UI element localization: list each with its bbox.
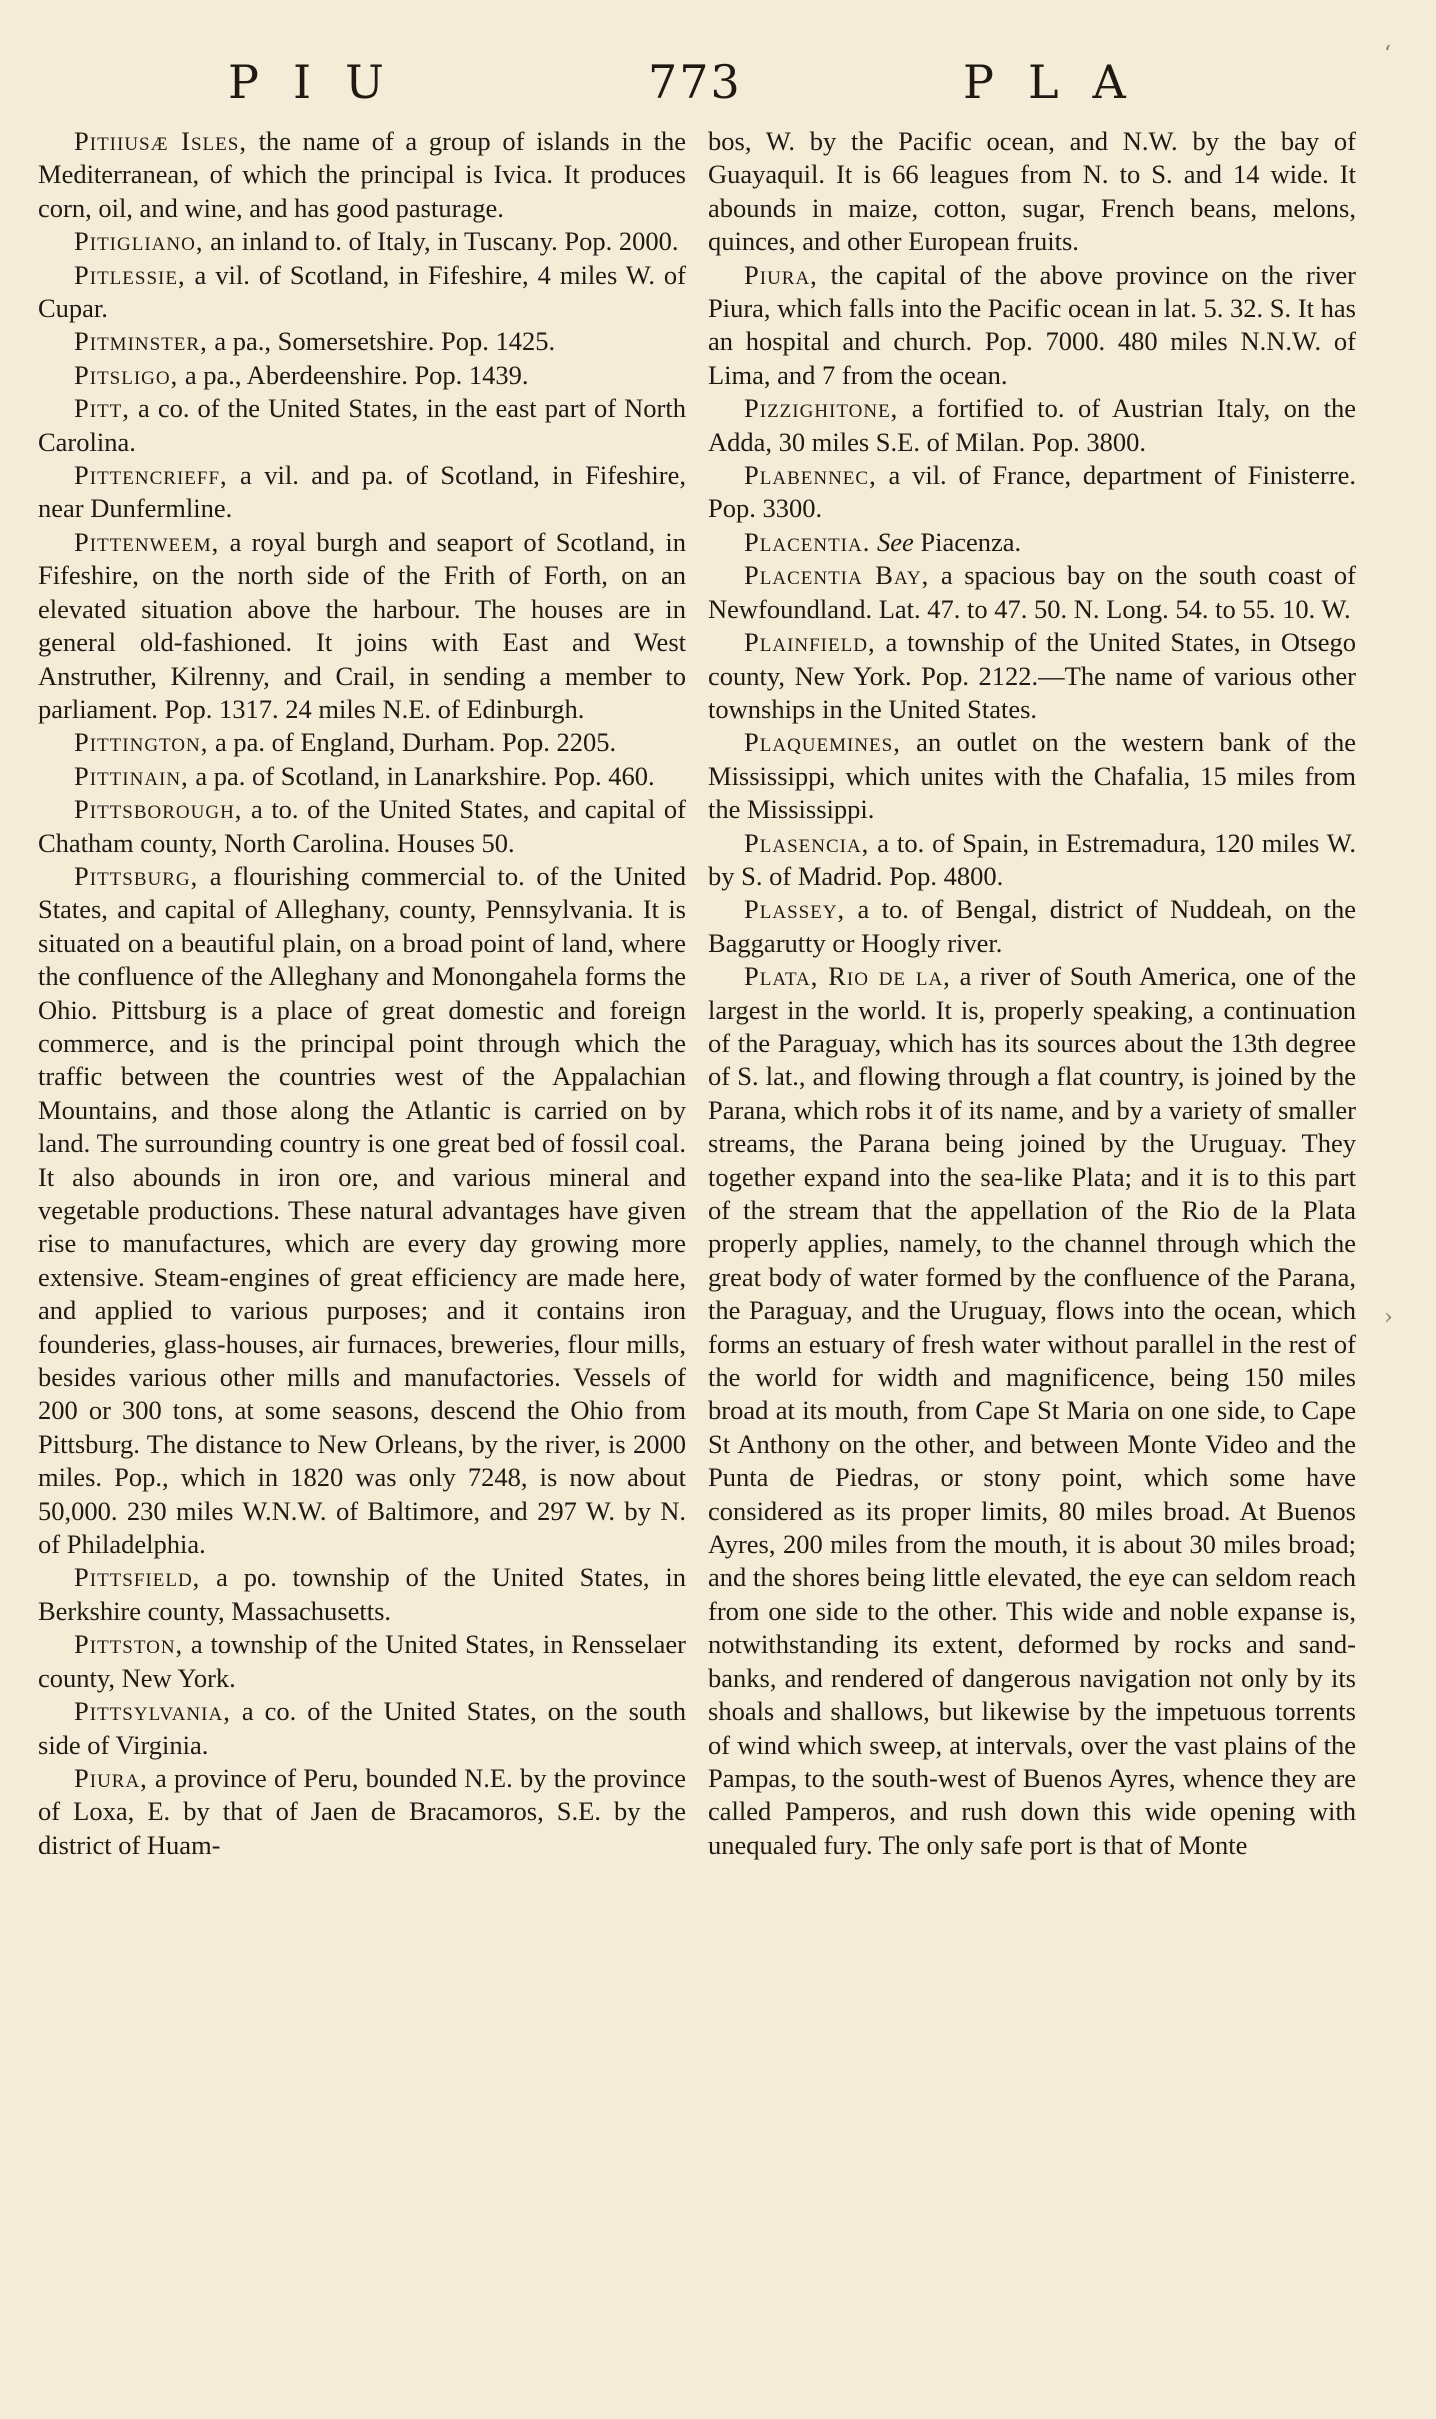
entry-text: a to. of Bengal, district of Nuddeah, on the Baggarutty or Hoogly river. [708,894,1356,958]
entry-text: a vil. and pa. of Scotland, in Fifeshire, near Dunfermline. [38,460,686,524]
gazetteer-entry [708,960,1356,1862]
entry-headword: Pitigliano, [74,226,204,257]
entry-text: a flourishing commercial to. of the United States, and capital of Alleghany, county, Pennsylvania. It is situated on a beautiful plain, on a broad point of land, where the confluence of the Alleghany and Monongahela forms the Ohio. Pittsburg is a place of great domestic and foreign commerce, and is the principal point through which the traffic between the countries west of the Appalachian Mountains, and those along the Atlantic is carried on by land. The surrounding country is one great bed of fossil coal. It also abounds in iron ore, and various mineral and vegetable productions. These natural advantages have given rise to manufactures, which are every day growing more extensive. Steam-engines of great efficiency are made here, and applied to various purposes; and it contains iron founderies, glass-houses, air furnaces, breweries, flour mills, besides various other mills and manufactories. Vessels of 200 or 300 tons, at some seasons, descend the Ohio from Pittsburg. The distance to New Orleans, by the river, is 2000 miles. Pop., which in 1820 was only 7248, is now about 50,000. 230 miles W.N.W. of Baltimore, and 297 W. by N. of Philadelphia. [38,860,686,1560]
entry-text: a township of the United States, in Otsego county, New York. Pop. 2122.—The name of various other townships in the United States. [708,627,1356,724]
entry-text: a river of South America, one of the largest in the world. It is, properly speaking, a continuation of the Paraguay, which has its sources about the 13th degree of S. lat., and flowing through a flat country, is joined by the Parana, which robs it of its name, and by a variety of smaller streams, the Parana being joined by the Uruguay. They together expand into the sea-like Plata; and it is to this part of the stream that the appellation of the Rio de la Plata properly applies, namely, to the channel through which the great body of water formed by the confluence of the Parana, the Paraguay, and the Uruguay, flows into the ocean, which forms an estuary of fresh water without parallel in the rest of the world for width and magnificence, being 150 miles broad at its mouth, from Cape St Maria on one side, to Cape St Anthony on the other, and between Monte Video and the Punta de Piedras, or stony point, which some have considered as its proper limits, 80 miles broad. At Buenos Ayres, 200 miles from the mouth, it is about 30 miles broad; and the shores being little elevated, the eye can seldom reach from one side to the other. This wide and noble expanse is, notwithstanding its extent, deformed by rocks and sand-banks, and rendered of dangerous navigation not only by its shoals and shallows, but likewise by the impetuous torrents of wind which sweep, at intervals, over the vast plains of the Pampas, to the south-west of Buenos Ayres, whence they are called Pamperos, and rush down this wide opening with unequaled fury. The only safe port is that of Monte [708,961,1356,1860]
margin-mark: › [1384,1305,1393,1330]
gazetteer-entry [38,1628,686,1695]
gazetteer-entry [38,125,686,225]
gazetteer-entry [708,392,1356,459]
gazetteer-entry [38,860,686,1562]
cross-reference-see: See [876,526,914,557]
gazetteer-entry [38,359,686,392]
gazetteer-entry [708,827,1356,894]
gazetteer-entry [708,559,1356,626]
page-header [0,55,1436,115]
gazetteer-entry [708,626,1356,726]
gazetteer-entry [38,793,686,860]
entry-headword: Plabennec, [744,460,877,491]
running-head-left: PIU [228,55,418,109]
entry-headword: Pittinain, [74,760,189,791]
entry-text: an inland to. of Italy, in Tuscany. Pop. 2000. [203,226,679,257]
entry-headword: Pitsligo, [74,359,179,390]
margin-mark: ‘ [1384,42,1391,67]
entry-headword: Piura, [744,259,818,290]
gazetteer-entry [38,459,686,526]
entry-text: a pa. of England, Durham. Pop. 2205. [208,727,617,758]
gazetteer-entry [38,325,686,358]
gazetteer-entry [38,225,686,258]
right-column [708,125,1356,1862]
entry-headword: Pitiiusæ Isles, [74,126,247,156]
entry-headword: Pitlessie, [74,259,186,290]
page-number: 773 [648,55,742,109]
entry-headword: Placentia. [744,526,871,557]
entry-text: a to. of Spain, in Estremadura, 120 miles W. by S. of Madrid. Pop. 4800. [708,827,1356,891]
entry-headword: Plainfield, [744,627,876,658]
entry-headword: Plaquemines, [744,727,901,758]
entry-text: the name of a group of islands in the Mediterranean, of which the principal is Ivica. It produces corn, oil, and wine, and has good pasturage. [38,126,686,223]
gazetteer-entry [708,259,1356,393]
entry-text: a co. of the United States, in the east part of North Carolina. [38,393,686,457]
entry-headword: Pittenweem, [74,526,220,557]
running-head-right: PLA [963,55,1160,109]
entry-text: a pa., Somersetshire. Pop. 1425. [207,326,556,357]
entry-text [870,527,877,557]
entry-headword: Pittston, [74,1629,184,1660]
entry-text: a to. of the United States, and capital of Chatham county, North Carolina. Houses 50. [38,794,686,858]
entry-headword: Pittsylvania, [74,1696,231,1727]
gazetteer-entry [38,1561,686,1628]
entry-text: a township of the United States, in Rensselaer county, New York. [38,1629,686,1693]
entry-headword: Placentia Bay, [744,560,930,591]
entry-headword: Pitminster, [74,326,208,357]
gazetteer-entry [38,726,686,759]
entry-headword: Pittencrieff, [74,460,228,491]
entry-headword: Pittsborough, [74,794,243,825]
entry-headword: Plassey, [744,894,846,925]
entry-headword: Piura, [74,1762,148,1793]
entry-headword: Pittsburg, [74,860,199,891]
gazetteer-entry [38,1695,686,1762]
entry-text: bos, W. by the Pacific ocean, and N.W. by the bay of Guayaquil. It is 66 leagues from N. to S. and 14 wide. It abounds in maize, cotton, sugar, French beans, melons, quinces, and other European fruits. [708,126,1356,257]
gazetteer-entry [708,526,1356,559]
entry-headword: Pizzighitone, [744,393,899,424]
left-column [38,125,686,1862]
entry-text: a fortified to. of Austrian Italy, on the Adda, 30 miles S.E. of Milan. Pop. 3800. [708,393,1356,457]
entry-text: a royal burgh and seaport of Scotland, in Fifeshire, on the north side of the Frith of Forth, on an elevated situation above the harbour. The houses are in general old-fashioned. It joins with East and West Anstruther, Kilrenny, and Crail, in sending a member to parliament. Pop. 1317. 24 miles N.E. of Edinburgh. [38,526,686,724]
gazetteer-entry-continued [708,125,1356,259]
entry-headword: Plata, Rio de la, [744,961,951,992]
entry-headword: Pitt, [74,393,130,424]
gazetteer-entry [708,893,1356,960]
gazetteer-entry [708,459,1356,526]
entry-text: a province of Peru, bounded N.E. by the province of Loxa, E. by that of Jaen de Bracamoros, S.E. by the district of Huam- [38,1762,686,1860]
entry-headword: Pittington, [74,727,209,758]
entry-text: a vil. of Scotland, in Fifeshire, 4 miles W. of Cupar. [38,259,686,324]
entry-text: an outlet on the western bank of the Mississippi, which unites with the Chafalia, 15 miles from the Mississippi. [708,727,1356,825]
cross-reference-target: Piacenza. [913,526,1022,557]
entry-headword: Plasencia, [744,827,870,858]
gazetteer-entry [708,726,1356,826]
entry-text: a vil. of France, department of Finisterre. Pop. 3300. [708,460,1356,524]
gazetteer-entry [38,760,686,793]
entry-text: a spacious bay on the south coast of Newfoundland. Lat. 47. to 47. 50. N. Long. 54. to 55. 10. W. [708,560,1356,624]
entry-text: a po. township of the United States, in Berkshire county, Massachusetts. [38,1562,686,1626]
entry-text: a pa. of Scotland, in Lanarkshire. Pop. 460. [188,760,655,791]
gazetteer-entry [38,392,686,459]
entry-text: the capital of the above province on the river Piura, which falls into the Pacific ocean in lat. 5. 32. S. It has an hospital and church. Pop. 7000. 480 miles N.N.W. of Lima, and 7 from the ocean. [708,259,1356,390]
gazetteer-entry [38,1762,686,1862]
entry-text: a pa., Aberdeenshire. Pop. 1439. [178,359,529,390]
gazetteer-entry [38,526,686,726]
gazetteer-entry [38,259,686,326]
entry-text: a co. of the United States, on the south side of Virginia. [38,1696,686,1760]
entry-headword: Pittsfield, [74,1562,201,1593]
